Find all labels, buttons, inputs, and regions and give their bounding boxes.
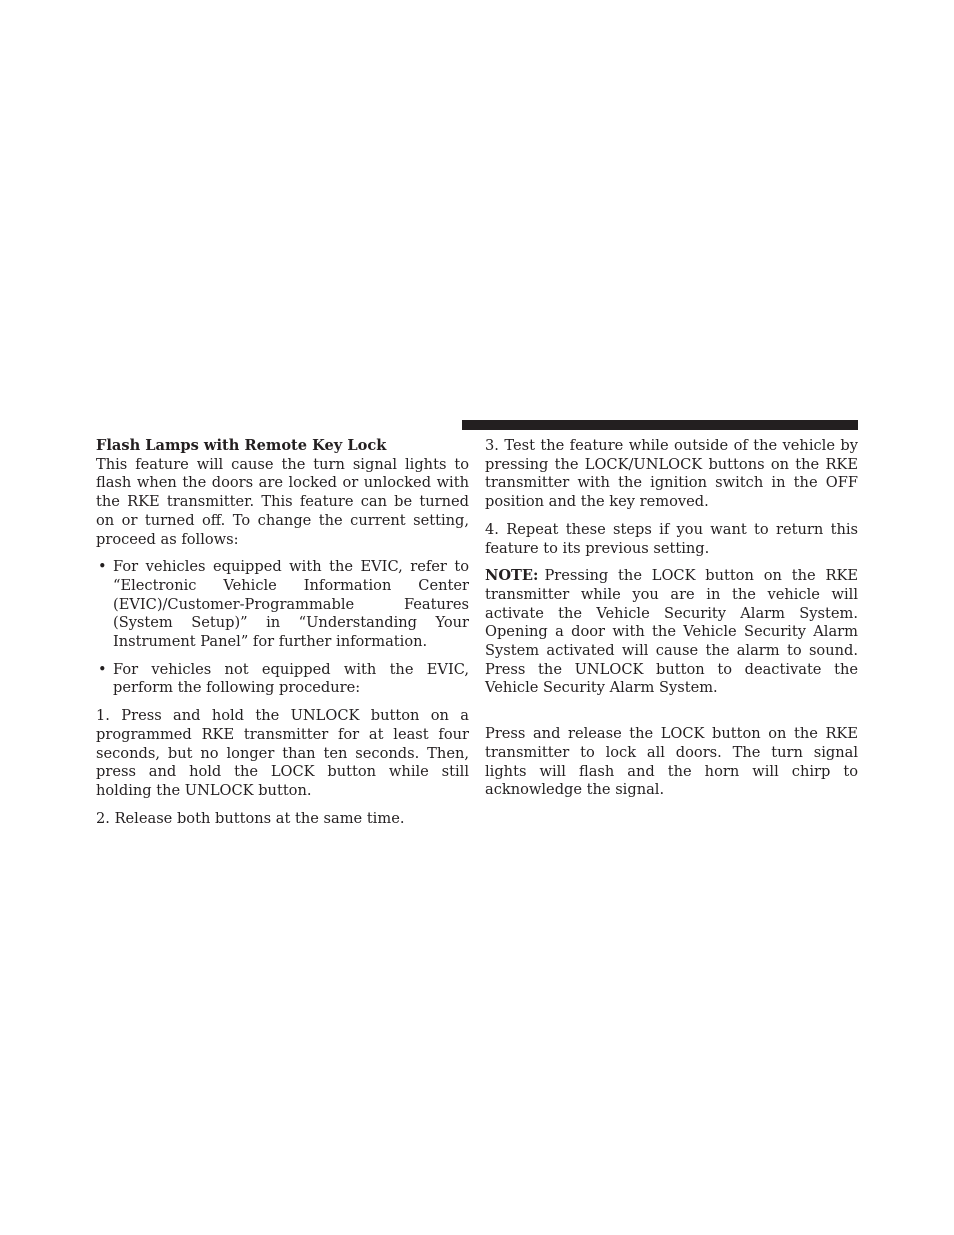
left-column [96, 437, 469, 837]
bullet-list [96, 558, 469, 698]
paragraph-spacer [485, 707, 858, 725]
note-text: Pressing the LOCK button on the RKE transmitter while you are in the vehicle will activate the Vehicle Security Alarm System. Opening a door with the Vehicle Security Alarm System activated will cause the alarm to sound. Press the UNLOCK button to deactivate the Vehicle Security Alarm System. [485, 567, 858, 697]
step-1: 1. Press and hold the UNLOCK button on a programmed RKE transmitter for at least four seconds, but no longer than ten seconds. Then, press and hold the LOCK button while still holding the UNLOCK button. [96, 707, 469, 799]
note-paragraph [485, 567, 858, 698]
note-label: NOTE: [485, 567, 539, 585]
list-item [96, 558, 469, 652]
bullet-icon: • [98, 558, 107, 576]
right-column [485, 437, 858, 809]
section-heading: Flash Lamps with Remote Key Lock [96, 437, 387, 454]
section-rule [462, 420, 858, 430]
bullet-icon: • [98, 660, 107, 678]
list-item [96, 661, 469, 698]
bullet-text: For vehicles equipped with the EVIC, refer to “Electronic Vehicle Information Center (EVIC)/Customer-Programmable Features (System Setup)” in “Understanding Your Instrument Panel” for further information. [113, 558, 469, 651]
step-4: 4. Repeat these steps if you want to return this feature to its previous setting. [485, 520, 858, 557]
intro-paragraph: This feature will cause the turn signal lights to flash when the doors are locked or unlocked with the RKE transmitter. This feature can be turned on or turned off. To change the current setting, proceed as follows: [96, 455, 469, 548]
step-3: 3. Test the feature while outside of the vehicle by pressing the LOCK/UNLOCK buttons on the RKE transmitter with the ignition switch in the OFF position and the key removed. [485, 437, 858, 511]
step-2: 2. Release both buttons at the same time. [96, 809, 405, 827]
bullet-text: For vehicles not equipped with the EVIC, perform the following procedure: [113, 660, 469, 697]
lock-paragraph: Press and release the LOCK button on the RKE transmitter to lock all doors. The turn signal lights will flash and the horn will chirp to acknowledge the signal. [485, 725, 858, 799]
